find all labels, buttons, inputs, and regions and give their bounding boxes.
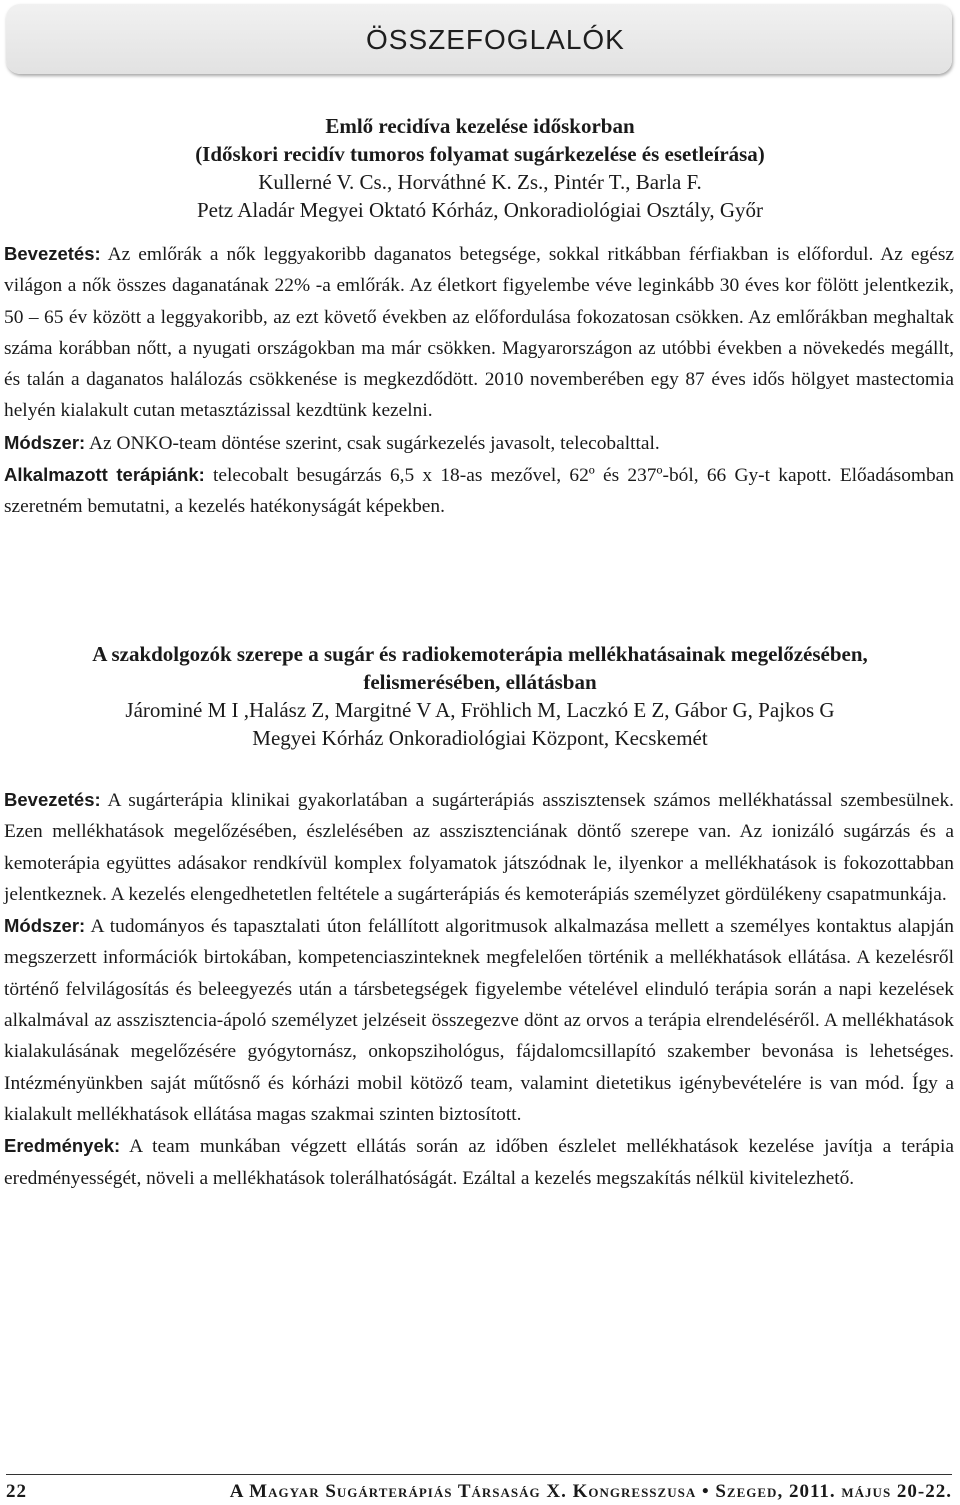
abstract-2-intro xyxy=(4,784,954,910)
abstract-1-therapy xyxy=(4,459,954,523)
page-number: 22 xyxy=(6,1481,27,1502)
abstract-1-authors: Kullerné V. Cs., Horváthné K. Zs., Pintér T., Barla F. xyxy=(258,170,702,194)
abstract-1 xyxy=(0,112,960,523)
method-label: Módszer: xyxy=(4,915,86,937)
abstract-2 xyxy=(0,640,960,1194)
section-title: ÖSSZEFOGLALÓK xyxy=(366,24,625,55)
section-header-banner xyxy=(6,4,952,74)
footer-conference: A Magyar Sugárterápiás Társaság X. Kongresszusa • Szeged, 2011. május 20-22. xyxy=(229,1481,952,1502)
intro-text: A sugárterápia klinikai gyakorlatában a sugárterápiás asszisztensek számos mellékhatással szembesülnek. Ezen mellékhatások megelőzésében, észlelésében az asszisztenciának döntő szerepe van. Az ionizáló sugárzás és a kemoterápia együttes adásakor rendkívül komplex folyamatok játszódnak le, ilyenkor a mellékhatások is fokozottabban jelentkeznek. A kezelés elengedhetetlen feltétele a sugárterápiás és kemoterápiás személyzet gördülékeny csapatmunkája. xyxy=(4,790,954,905)
abstract-1-body xyxy=(4,238,954,523)
abstract-2-title-line2: felismerésében, ellátásban xyxy=(363,670,597,694)
abstract-1-intro xyxy=(4,238,954,427)
therapy-text: telecobalt besugárzás 6,5 x 18-as mezővel, 62º és 237º-ból, 66 Gy-t kapott. Előadásomban szeretném bemutatni, a kezelés hatékonyságát képekben. xyxy=(4,465,954,518)
results-label: Eredmények: xyxy=(4,1135,121,1157)
therapy-label: Alkalmazott terápiánk: xyxy=(4,464,205,486)
abstract-1-title-line1: Emlő recidíva kezelése időskorban xyxy=(325,114,635,138)
method-text: Az ONKO-team döntése szerint, csak sugárkezelés javasolt, telecobalttal. xyxy=(85,432,660,454)
method-text: A tudományos és tapasztalati úton felállított algoritmusok alkalmazása mellett a személyes kontaktus alapján megszerzett információk birtokában, kompetenciaszinteknek megfelelően történik a mellékhatások ellátása. A kezelésről történő felvilágosítás és beleegyezés után a társbetegségek figyelembe vételével elinduló terápia során a napi kezelések alkalmával az asszisztencia-ápoló személyzet jelzéseit összegezve dönt az orvos a terápia elrendeléséről. A mellékhatások kialakulásának megelőzésére gyógytornász, onkopszihológus, fájdalomcsillapító szakember bevonása is lehetséges. Intézményünkben saját műtősnő és kórházi mobil kötöző team, valamint dietetikus igénybevételére is van mód. Így a kialakult mellékhatások ellátása magas szakmai szinten biztosított. xyxy=(4,916,954,1125)
abstract-1-method xyxy=(4,427,954,459)
intro-label: Bevezetés: xyxy=(4,243,101,264)
abstract-1-title-line2: (Időskori recidív tumoros folyamat sugárkezelése és esetleírása) xyxy=(195,142,765,166)
intro-text: Az emlőrák a nők leggyakoribb daganatos betegsége, sokkal ritkábban férfiakban is előfordul. Az egész világon a nők összes daganatának 22% -a emlőrák. Az életkort figyelembe véve leginkább 30 éves kor fölött jelentkezik, 50 – 65 év között a leggyakoribb, az ezt követő években az előfordulása fokozatosan csökken. Az emlőrákban meghaltak száma korábban nőtt, a nyugati országokban ma már csökken. Magyarországon az utóbbi években a növekedés megállt, és talán a daganatos halálozás csökkenése is megkezdődött. 2010 novemberében egy 87 éves idős hölgyet mastectomia helyén kialakult cutan metasztázissal kezdtünk kezelni. xyxy=(4,244,954,422)
method-label: Módszer: xyxy=(4,431,86,453)
abstract-1-institution: Petz Aladár Megyei Oktató Kórház, Onkoradiológiai Osztály, Győr xyxy=(196,198,764,222)
abstract-2-results xyxy=(4,1130,954,1194)
page-footer xyxy=(6,1474,952,1502)
abstract-2-method xyxy=(4,910,954,1130)
abstract-2-title-line1: A szakdolgozók szerepe a sugár és radiokemoterápia mellékhatásainak megelőzésében, xyxy=(92,642,868,666)
abstract-2-institution: Megyei Kórház Onkoradiológiai Központ, Kecskemét xyxy=(252,726,708,750)
abstract-2-authors: Járominé M I ,Halász Z, Margitné V A, Fröhlich M, Laczkó E Z, Gábor G, Pajkos G xyxy=(125,698,835,722)
results-text: A team munkában végzett ellátás során az időben észlelet mellékhatások kezelése javítja a terápia eredményességét, növeli a mellékhatások tolerálhatóságát. Ezáltal a kezelés megszakítás nélkül kivitelezhető. xyxy=(4,1136,954,1189)
abstract-2-body xyxy=(4,784,954,1194)
intro-label: Bevezetés: xyxy=(4,789,101,810)
